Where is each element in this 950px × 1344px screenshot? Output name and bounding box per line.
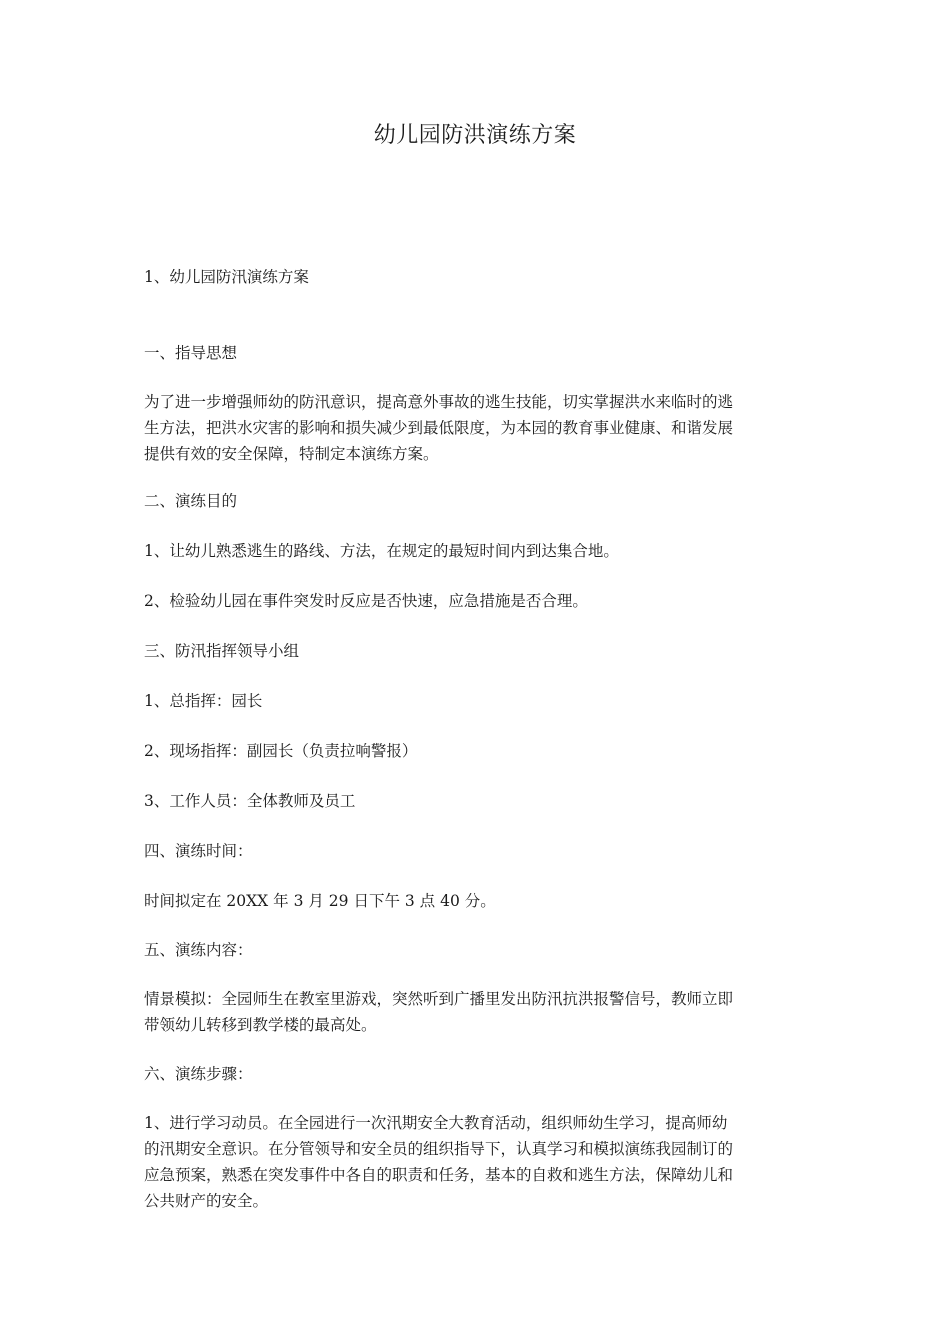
paragraph-drill-steps — [144, 1110, 808, 1214]
text-line: 生方法，把洪水灾害的影响和损失减少到最低限度，为本园的教育事业健康、和谐发展 — [144, 419, 734, 437]
section-subtitle: 1、幼儿园防汛演练方案 — [144, 268, 309, 286]
heading-command-group: 三、防汛指挥领导小组 — [144, 642, 300, 660]
text-line: 应急预案，熟悉在突发事件中各自的职责和任务，基本的自救和逃生方法，保障幼儿和 — [144, 1166, 734, 1184]
text-line: 1、进行学习动员。在全园进行一次汛期安全大教育活动，组织师幼生学习，提高师幼 — [144, 1114, 728, 1132]
paragraph-drill-content — [144, 986, 808, 1038]
text-line: 提供有效的安全保障，特制定本演练方案。 — [144, 445, 439, 463]
heading-drill-time: 四、演练时间： — [144, 842, 253, 860]
text-line: 带领幼儿转移到教学楼的最高处。 — [144, 1016, 377, 1034]
purpose-item-1: 1、让幼儿熟悉逃生的路线、方法，在规定的最短时间内到达集合地。 — [144, 542, 619, 560]
heading-drill-content: 五、演练内容： — [144, 941, 253, 959]
purpose-item-2: 2、检验幼儿园在事件突发时反应是否快速，应急措施是否合理。 — [144, 592, 588, 610]
heading-drill-steps: 六、演练步骤： — [144, 1065, 253, 1083]
group-item-1: 1、总指挥：园长 — [144, 692, 263, 710]
drill-time-text: 时间拟定在 20XX 年 3 月 29 日下午 3 点 40 分。 — [144, 892, 496, 910]
heading-guiding-thought: 一、指导思想 — [144, 344, 238, 362]
heading-drill-purpose: 二、演练目的 — [144, 492, 238, 510]
text-line: 公共财产的安全。 — [144, 1192, 269, 1210]
text-line: 情景模拟：全园师生在教室里游戏，突然听到广播里发出防汛抗洪报警信号，教师立即 — [144, 990, 734, 1008]
text-line: 的汛期安全意识。在分管领导和安全员的组织指导下，认真学习和模拟演练我园制订的 — [144, 1140, 734, 1158]
paragraph-guiding-thought — [144, 389, 808, 467]
document-title: 幼儿园防洪演练方案 — [373, 123, 577, 148]
group-item-2: 2、现场指挥：副园长（负责拉响警报） — [144, 742, 418, 760]
text-line: 为了进一步增强师幼的防汛意识，提高意外事故的逃生技能，切实掌握洪水来临时的逃 — [144, 393, 734, 411]
group-item-3: 3、工作人员：全体教师及员工 — [144, 792, 356, 810]
